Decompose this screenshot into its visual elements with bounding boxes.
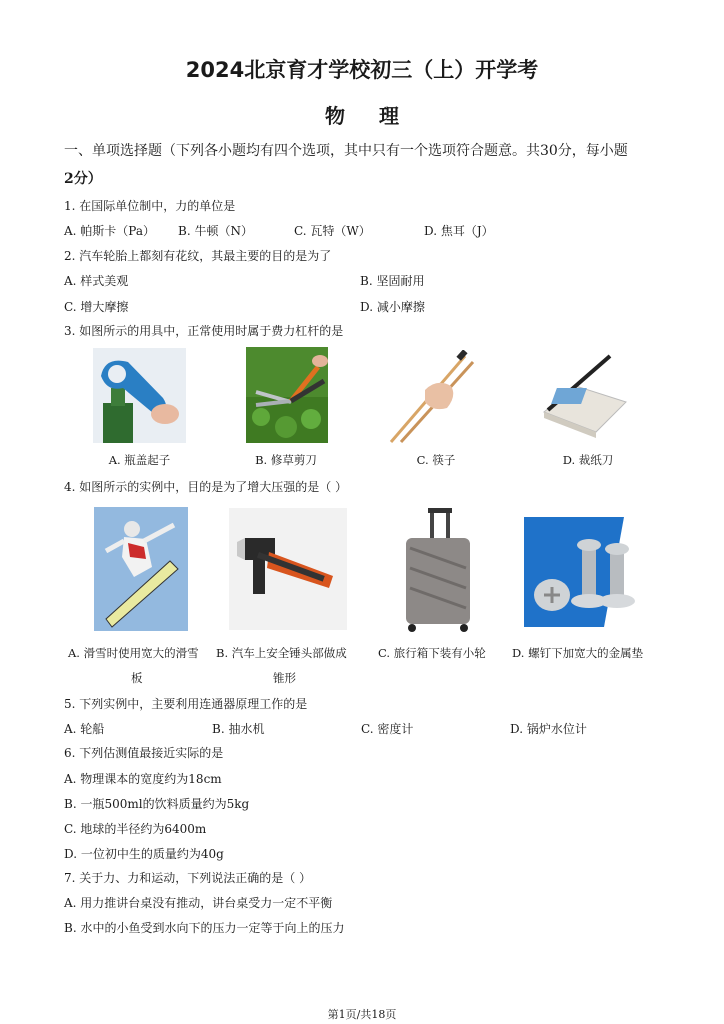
q5-option-a: A. 轮船 [64, 722, 105, 736]
q2-option-a: A. 样式美观 [64, 274, 129, 288]
q4-stem: 4. 如图所示的实例中，目的是为了增大压强的是（ ） [64, 480, 348, 494]
q4-option-d: D. 螺钉下加宽大的金属垫 [512, 646, 644, 660]
page-footer: 第1页/共18页 [327, 1008, 397, 1021]
q7-option-b: B. 水中的小鱼受到水向下的压力一定等于向上的压力 [64, 921, 345, 935]
q5-option-b: B. 抽水机 [212, 722, 265, 736]
q3-option-d: D. 裁纸刀 [562, 453, 614, 467]
page-title: 2024北京育才学校初三（上）开学考 [185, 58, 539, 82]
safety-hammer-image [229, 508, 347, 630]
q4-option-b: B. 汽车上安全锤头部做成 [216, 646, 347, 660]
section-heading: 一、单项选择题（下列各小题均有四个选项，其中只有一个选项符合题意。共30分，每小题 [64, 143, 628, 159]
q3-option-a: A. 瓶盖起子 [108, 453, 171, 467]
bottle-opener-image [93, 348, 186, 443]
q5-option-d: D. 锅炉水位计 [510, 722, 587, 736]
subject-title: 物理 [325, 104, 433, 128]
q7-stem: 7. 关于力、力和运动，下列说法正确的是（ ） [64, 871, 312, 885]
q1-option-a: A. 帕斯卡（Pa） [64, 224, 155, 238]
q3-stem: 3. 如图所示的用具中，正常使用时属于费力杠杆的是 [64, 324, 344, 338]
section-heading-cont: 2分） [64, 171, 102, 187]
q4-option-b-cont: 锥形 [273, 671, 296, 685]
chopsticks-image [385, 350, 477, 445]
q1-option-d: D. 焦耳（J） [424, 224, 494, 238]
q6-option-c: C. 地球的半径约为6400m [64, 822, 207, 836]
snowboarder-image [94, 507, 188, 631]
q6-option-d: D. 一位初中生的质量约为40g [64, 847, 224, 861]
q1-stem: 1. 在国际单位制中，力的单位是 [64, 199, 236, 213]
q5-option-c: C. 密度计 [361, 722, 414, 736]
q1-option-b: B. 牛顿（N） [178, 224, 253, 238]
q6-option-a: A. 物理课本的宽度约为18cm [64, 772, 222, 786]
q2-option-d: D. 减小摩擦 [360, 300, 425, 314]
q2-option-b: B. 坚固耐用 [360, 274, 425, 288]
q6-stem: 6. 下列估测值最接近实际的是 [64, 746, 224, 760]
q3-option-b: B. 修草剪刀 [255, 453, 317, 467]
q7-option-a: A. 用力推讲台桌没有推动，讲台桌受力一定不平衡 [64, 896, 333, 910]
q4-option-a: A. 滑雪时使用宽大的滑雪 [68, 646, 199, 660]
suitcase-image [396, 508, 476, 634]
q2-option-c: C. 增大摩擦 [64, 300, 129, 314]
q5-stem: 5. 下列实例中，主要利用连通器原理工作的是 [64, 697, 308, 711]
screws-with-washers-image [524, 517, 644, 627]
q6-option-b: B. 一瓶500ml的饮料质量约为5kg [64, 797, 250, 811]
q1-option-c: C. 瓦特（W） [294, 224, 371, 238]
q4-option-a-cont: 板 [131, 671, 143, 685]
paper-cutter-image [540, 352, 628, 442]
q3-option-c: C. 筷子 [416, 453, 456, 467]
hedge-shears-image [246, 347, 328, 443]
q2-stem: 2. 汽车轮胎上都刻有花纹，其最主要的目的是为了 [64, 249, 332, 263]
q4-option-c: C. 旅行箱下装有小轮 [378, 646, 486, 660]
